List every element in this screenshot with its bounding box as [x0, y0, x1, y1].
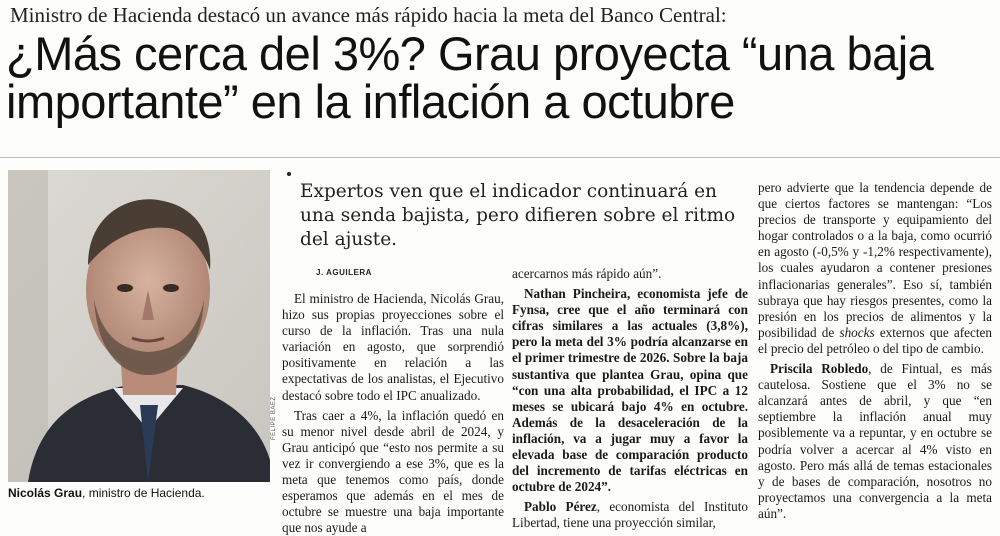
- paragraph: El ministro de Hacienda, Nicolás Grau, hizo sus propias proyecciones sobre el curso de la inflación. Tras una nula variación en agosto, que sorprendió positivamente en relación a las expectativas de los analistas, el Ejecutivo destacó sobre todo el IPC anualizado.: [282, 291, 504, 403]
- italic-word: shocks: [839, 324, 875, 340]
- paragraph: [758, 180, 992, 357]
- caption-name: Nicolás Grau: [8, 486, 83, 500]
- headline: ¿Más cerca del 3%? Grau proyecta “una baja importante” en la inflación a octubre: [6, 27, 934, 128]
- paragraph: acercarnos más rápido aún”.: [512, 266, 662, 281]
- person-name: Priscila Robledo: [770, 361, 869, 377]
- paragraph: [758, 361, 992, 522]
- paragraph-text: , de Fintual, es más cautelosa. Sostiene que el 3% no se alcanzará antes de abril, y que “en septiembre la inflación anual muy posiblemente va a repuntar, y en octubre se podría volver a acercar al 4% visto en agosto. Pero más allá de temas estacionales y de bases de comparación, nosotros no proyectamos una convergencia a la meta aún”.: [758, 361, 992, 521]
- column-3: [758, 180, 992, 522]
- paragraph: [512, 286, 748, 495]
- portrait-illustration: [8, 170, 270, 482]
- person-name: Pablo Pérez: [524, 499, 597, 515]
- paragraph-text: pero advierte que la tendencia depende de que ciertos factores se mantengan: “Los precios de transporte y equipamiento del hogar controlados o a la baja, como ocurrió en agosto (-0,5% y -1,2% respectivamente), los cuales ayudaron a contener presiones inflacionarias generales”. Eso sí, también subraya que hay riesgos presentes, como la presión en los precios de alimentos y la posibilidad de: [758, 180, 992, 340]
- kicker: Ministro de Hacienda destacó un avance más rápido hacia la meta del Banco Central:: [10, 3, 727, 27]
- dek-bullet: [287, 172, 291, 176]
- photo-caption: [8, 486, 205, 500]
- byline: J. AGUILERA: [316, 268, 372, 277]
- portrait-photo: [8, 170, 270, 482]
- column-2: [512, 266, 748, 532]
- paragraph-text: , economista del Instituto Libertad, tiene una proyección similar,: [512, 499, 748, 531]
- photo-credit: FELIPE BAEZ: [271, 396, 277, 440]
- paragraph: Tras caer a 4%, la inflación quedó en su menor nivel desde abril de 2024, y Grau anticipó que “esto nos permite a su vez ir convergiendo a ese 3%, que es la meta que tenemos como país, donde esperamos que además en el mes de octubre se muestre una baja importante que nos ayude a: [282, 407, 504, 536]
- caption-role: , ministro de Hacienda.: [82, 486, 205, 500]
- bold-paragraph: Nathan Pincheira, economista jefe de Fynsa, cree que el año terminará con cifras similares a las actuales (3,8%), pero la meta del 3% podría alcanzarse en el primer trimestre de 2026. Sobre la baja sustantiva que plantea Grau, opina que “con una alta probabilidad, el IPC a 12 meses se ubicará bajo 4% en octubre. Además de la desaceleración de la inflación, va a jugar muy a favor la elevada base de comparación producto del incremento de tarifas eléctricas en octubre de 2024”.: [512, 286, 748, 495]
- paragraph-text: externos que afecten el precio del petróleo o del tipo de cambio.: [758, 324, 992, 356]
- paragraph: [512, 499, 748, 531]
- divider: [0, 157, 1000, 158]
- column-1: [282, 291, 504, 536]
- dek: Expertos ven que el indicador continuará en una senda bajista, pero difieren sobre el ritmo del ajuste.: [300, 181, 736, 250]
